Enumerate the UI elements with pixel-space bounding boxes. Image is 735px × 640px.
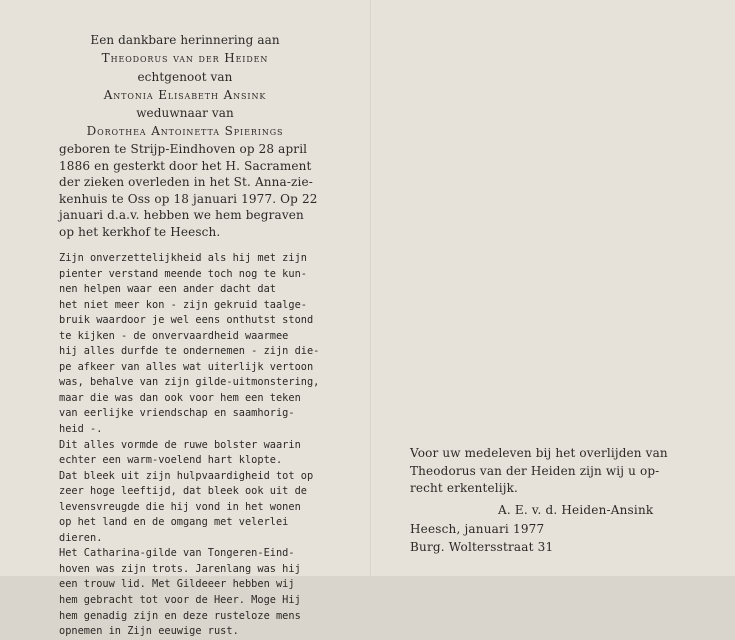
thanks-line: Theodorus van der Heiden zijn wij u op-	[410, 463, 660, 478]
bio-line: januari d.a.v. hebben we hem begraven	[59, 208, 304, 222]
header-intro: Een dankbare herinnering aan	[90, 33, 280, 47]
place-date: Heesch, januari 1977	[410, 522, 545, 536]
tribute-line: hem genadig zijn en deze rusteloze mens	[59, 609, 301, 622]
tribute-line: een trouw lid. Met Gildeeer hebben wij	[59, 578, 295, 591]
bio-line: geboren te Strijp-Eindhoven op 28 april	[59, 142, 308, 156]
tribute-line: te kijken - de onvervaardheid waarmee	[59, 329, 289, 342]
spouse-relation: echtgenoot van	[137, 69, 233, 84]
right-panel	[372, 0, 735, 576]
tribute-line: op het land en de omgang met velerlei	[59, 516, 289, 529]
tribute-line: heid -.	[59, 423, 103, 436]
deceased-name: Theodorus van der Heiden	[101, 51, 269, 66]
tribute-line: echter een warm-voelend hart klopte.	[59, 454, 283, 467]
spouse-name: Antonia Elisabeth Ansink	[103, 87, 267, 102]
thanks-line: recht erkentelijk.	[410, 481, 518, 495]
address-block	[410, 521, 553, 556]
bio-line: 1886 en gesterkt door het H. Sacrament	[59, 158, 312, 173]
tribute-line: pe afkeer van alles wat uiterlijk vertoon	[59, 360, 314, 373]
tribute-line: Dat bleek uit zijn hulpvaardigheid tot op	[59, 469, 314, 482]
first-spouse-name: Dorothea Antoinetta Spierings	[86, 124, 284, 139]
memorial-header	[20, 31, 350, 141]
family-signature: A. E. v. d. Heiden-Ansink	[498, 503, 654, 517]
tribute-line: maar die was dan ook voor hem een teken	[59, 391, 301, 404]
tribute-line: hem gebracht tot voor de Heer. Moge Hij	[59, 594, 301, 607]
thanks-line: Voor uw medeleven bij het overlijden van	[410, 446, 668, 460]
bio-line: op het kerkhof te Heesch.	[59, 224, 221, 239]
tribute-line: pienter verstand meende toch nog te kun-	[59, 267, 307, 280]
tribute-line: hij alles durfde te ondernemen - zijn die-	[59, 345, 320, 358]
tribute-line: Het Catharina-gilde van Tongeren-Eind-	[59, 547, 295, 560]
tribute-paragraph	[59, 251, 329, 640]
widower-relation: weduwnaar van	[136, 106, 234, 121]
tribute-line: bruik waardoor je wel eens onthutst stond	[59, 314, 314, 327]
tribute-line: Zijn onverzettelijkheid als hij met zijn	[59, 252, 307, 264]
thank-you-note	[410, 445, 720, 498]
tribute-line: nen helpen waar een ander dacht dat	[59, 283, 276, 296]
biography-paragraph	[59, 141, 329, 240]
tribute-line: was, behalve van zijn gilde-uitmonstering,	[59, 376, 320, 389]
bio-line: der zieken overleden in het St. Anna-zie-	[59, 175, 313, 189]
bio-line: kenhuis te Oss op 18 januari 1977. Op 22	[59, 191, 318, 206]
tribute-line: Dit alles vormde de ruwe bolster waarin	[59, 438, 301, 451]
tribute-line: het niet meer kon - zijn gekruid taalge-	[59, 298, 307, 311]
tribute-line: van eerlijke vriendschap en saamhorig-	[59, 407, 295, 420]
street-address: Burg. Woltersstraat 31	[410, 539, 554, 554]
tribute-line: hoven was zijn trots. Jarenlang was hij	[59, 562, 301, 575]
tribute-line: dieren.	[59, 531, 103, 544]
tribute-line: levensvreugde die hij vond in het wonen	[59, 500, 301, 513]
tribute-line: zeer hoge leeftijd, dat bleek ook uit de	[59, 485, 307, 498]
tribute-line: opnemen in Zijn eeuwige rust.	[59, 625, 239, 638]
